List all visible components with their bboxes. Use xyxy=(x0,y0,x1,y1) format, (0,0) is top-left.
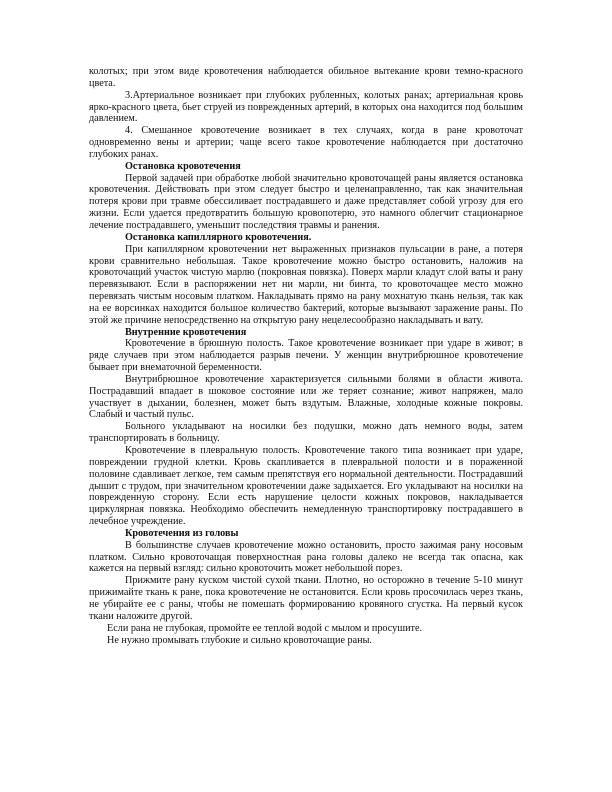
heading-internal: Внутренние кровотечения xyxy=(125,326,247,338)
heading-capillary: Остановка капиллярного кровотечения. xyxy=(125,231,312,243)
paragraph-pleural: Кровотечение в плевральную полость. Кровотечение такого типа возникает при ударе, повреждении грудной клетки. Кровь скапливается в плевральной полости и в пораженной половине сдавливает легкое, тем самым препятствуя его нормальной деятельности. Пострадавший дышит с трудом, при значительном кровотечении даже задыхается. Его укладывают на носилки на поврежденную сторону. Если есть нарушение целости кожных покровов, накладывается циркулярная повязка. Необходимо обеспечить немедленную транспортировку пострадавшего в лечебное учреждение. xyxy=(89,445,523,528)
paragraph-mixed: 4. Смешанное кровотечение возникает в тех случаях, когда в ране кровоточат одновременно вены и артерии; чаще всего такое кровотечение наблюдается при достаточно глубоких ранах. xyxy=(89,125,523,160)
document-page xyxy=(89,66,523,646)
paragraph-head-deep: Не нужно промывать глубокие и сильно кровоточащие раны. xyxy=(107,634,372,646)
paragraph-stop-bleeding: Первой задачей при обработке любой значительно кровоточащей раны является остановка кровотечения. Действовать при этом следует быстро и целенаправленно, так как значительная потеря крови при травме обессиливает пострадавшего и даже представляет собой угрозу для его жизни. Если удается предотвратить большую кровопотерю, это намного облегчит стационарное лечение пострадавшего, уменьшит последствия травмы и ранения. xyxy=(89,172,523,231)
heading-stop-bleeding: Остановка кровотечения xyxy=(125,160,241,172)
paragraph-arterial: 3.Артериальное возникает при глубоких рубленных, колотых ранах; артериальная кровь ярко-красного цвета, бьет струей из поврежденных артерий, в которых она находится под большим давлением. xyxy=(89,89,523,125)
paragraph-abdominal-care: Больного укладывают на носилки без подушки, можно дать немного воды, затем транспортировать в больницу. xyxy=(89,421,523,445)
paragraph-venous-end: колотых; при этом виде кровотечения наблюдается обильное вытекание крови темно-красного цвета. xyxy=(89,66,523,89)
paragraph-head-press: Прижмите рану куском чистой сухой ткани. Плотно, но осторожно в течение 5-10 минут прижимайте ткань к ране, пока кровотечение не остановится. Если кровь просочилась через ткань, не убирайте ее с раны, чтобы не помешать формированию кровяного сгустка. На первый кусок ткани наложите другой. xyxy=(89,575,523,622)
paragraph-head: В большинстве случаев кровотечение можно остановить, просто зажимая рану носовым платком. Сильно кровоточащая поверхностная рана головы далеко не всегда так опасна, как кажется на первый взгляд: сильно кровоточить может небольшой порез. xyxy=(89,539,523,575)
heading-head: Кровотечения из головы xyxy=(125,527,239,539)
paragraph-head-wash: Если рана не глубокая, промойте ее теплой водой с мылом и просушите. xyxy=(107,622,423,634)
paragraph-abdominal-symptoms: Внутрибрюшное кровотечение характеризуется сильными болями в области живота. Пострадавший впадает в шоковое состояние или же теряет сознание; живот напряжен, мало участвует в дыхании, болезнен, может быть вздутым. Влажные, холодные кожные покровы. Слабый и частый пульс. xyxy=(89,373,523,421)
paragraph-capillary: При капиллярном кровотечении нет выраженных признаков пульсации в ране, а потеря крови сравнительно небольшая. Такое кровотечение можно быстро остановить, наложив на кровоточащий участок чистую марлю (покровная повязка). Поверх марли кладут слой ваты и рану перевязывают. Если в распоряжении нет ни марли, ни бинта, то кровоточащее место можно перевязать чистым носовым платком. Накладывать прямо на рану мохнатую ткань нельзя, так как на ее ворсинках находится большое количество бактерий, которые вызывают заражение раны. По этой же причине непосредственно на открытую рану нецелесообразно накладывать и вату. xyxy=(89,243,523,326)
paragraph-abdominal: Кровотечение в брюшную полость. Такое кровотечение возникает при ударе в живот; в ряде случаев при этом наблюдается разрыв печени. У женщин внутрибрюшное кровотечение бывает при внематочной беременности. xyxy=(89,338,523,374)
